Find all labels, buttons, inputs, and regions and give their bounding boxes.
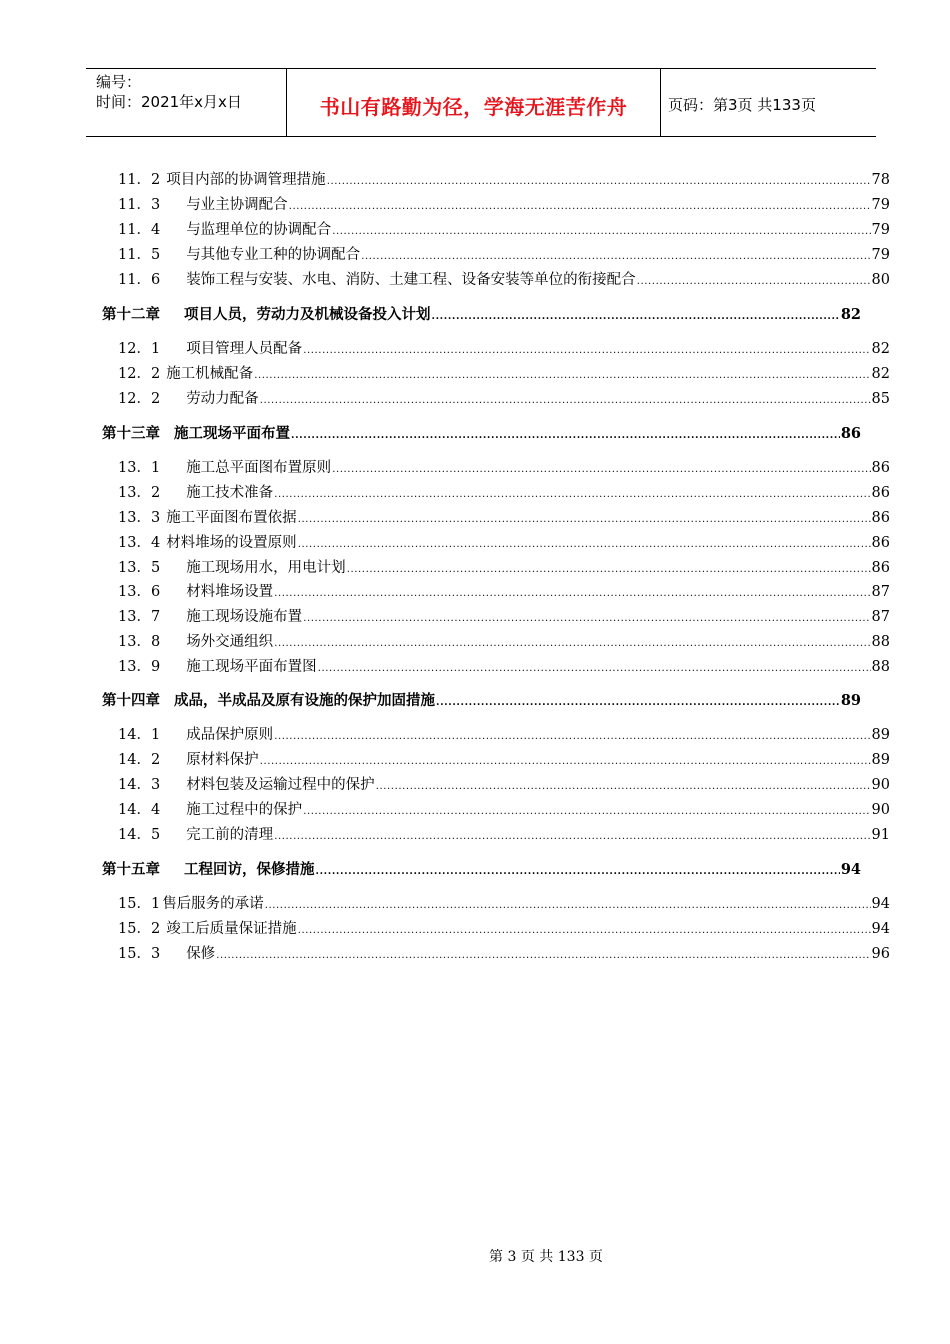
- toc-dot-leader: [274, 483, 870, 503]
- toc-dot-leader: [274, 632, 870, 652]
- toc-dot-leader: [298, 919, 871, 939]
- toc-section-entry[interactable]: [118, 894, 890, 914]
- toc-entry-title: 竣工后质量保证措施: [166, 921, 297, 937]
- toc-entry-number: 第十二章: [102, 306, 160, 323]
- toc-entry-number: 15．3: [118, 946, 161, 962]
- toc-entry-number: 第十三章: [102, 425, 160, 442]
- toc-entry-page: 86: [871, 510, 890, 526]
- toc-entry-number: 14．5: [118, 827, 161, 843]
- toc-entry-number: 第十四章: [102, 692, 160, 709]
- toc-entry-number: 13．7: [118, 609, 161, 625]
- toc-section-entry[interactable]: [118, 750, 890, 770]
- toc-dot-leader: [274, 825, 870, 845]
- toc-dot-leader: [291, 424, 840, 444]
- toc-entry-page: 87: [871, 609, 890, 625]
- toc-entry-title: 原材料保护: [186, 752, 259, 768]
- toc-entry-title: 装饰工程与安装、水电、消防、土建工程、设备安装等单位的衔接配合: [186, 272, 636, 288]
- toc-dot-leader: [216, 944, 870, 964]
- toc-entry-number: 11．6: [118, 272, 161, 288]
- toc-entry-title: 施工总平面图布置原则: [186, 460, 332, 476]
- toc-section-entry[interactable]: [118, 582, 890, 602]
- toc-entry-label: [118, 195, 288, 215]
- toc-entry-label: [118, 825, 273, 845]
- toc-entry-title: 成品，半成品及原有设施的保护加固措施: [174, 692, 435, 709]
- toc-section-entry[interactable]: [118, 657, 890, 677]
- toc-entry-label: [118, 558, 346, 578]
- toc-section-entry[interactable]: [118, 270, 890, 290]
- toc-entry-page: 86: [871, 485, 890, 501]
- toc-entry-title: 施工机械配备: [166, 366, 254, 382]
- time-label: 时间：2021年x月x日: [96, 93, 242, 111]
- toc-entry-number: 14．4: [118, 802, 161, 818]
- toc-entry-title: 保修: [186, 946, 216, 962]
- toc-entry-title: 施工现场平面布置图: [186, 659, 317, 675]
- toc-chapter-entry[interactable]: [102, 305, 861, 325]
- toc-entry-label: [118, 389, 259, 409]
- toc-entry-page: 94: [840, 861, 861, 878]
- toc-entry-label: [118, 270, 636, 290]
- toc-entry-number: 第十五章: [102, 861, 160, 878]
- toc-chapter-entry[interactable]: [102, 860, 861, 880]
- toc-entry-page: 82: [871, 341, 890, 357]
- toc-dot-leader: [303, 800, 870, 820]
- toc-entry-label: [118, 607, 302, 627]
- toc-entry-title: 场外交通组织: [186, 634, 274, 650]
- toc-section-entry[interactable]: [118, 364, 890, 384]
- toc-entry-page: 78: [871, 172, 890, 188]
- toc-dot-leader: [332, 458, 870, 478]
- toc-dot-leader: [318, 657, 871, 677]
- toc-section-entry[interactable]: [118, 195, 890, 215]
- toc-entry-title: 完工前的清理: [186, 827, 274, 843]
- toc-entry-page: 82: [840, 306, 861, 323]
- toc-section-entry[interactable]: [118, 483, 890, 503]
- toc-entry-label: [118, 508, 297, 528]
- page-footer: [0, 1246, 950, 1266]
- toc-dot-leader: [260, 750, 871, 770]
- toc-entry-label: [118, 483, 273, 503]
- toc-dot-leader: [316, 860, 840, 880]
- toc-dot-leader: [303, 607, 870, 627]
- toc-entry-number: 13．8: [118, 634, 161, 650]
- toc-entry-title: 施工技术准备: [186, 485, 274, 501]
- toc-entry-page: 94: [871, 921, 890, 937]
- toc-entry-label: [118, 632, 273, 652]
- toc-entry-title: 项目管理人员配备: [186, 341, 303, 357]
- toc-dot-leader: [303, 339, 870, 359]
- toc-entry-page: 90: [871, 802, 890, 818]
- toc-dot-leader: [347, 558, 871, 578]
- toc-entry-page: 91: [871, 827, 890, 843]
- toc-entry-label: [118, 919, 297, 939]
- toc-entry-page: 89: [871, 752, 890, 768]
- toc-entry-title: 施工现场平面布置: [174, 425, 290, 442]
- toc-entry-number: 11．3: [118, 197, 161, 213]
- toc-section-entry[interactable]: [118, 533, 890, 553]
- toc-entry-title: 与监理单位的协调配合: [186, 222, 332, 238]
- toc-entry-label: [102, 424, 290, 444]
- toc-entry-page: 86: [871, 460, 890, 476]
- toc-entry-title: 工程回访，保修措施: [184, 861, 315, 878]
- toc-entry-number: 11．2: [118, 172, 161, 188]
- toc-entry-label: [118, 458, 331, 478]
- toc-entry-page: 88: [871, 634, 890, 650]
- toc-entry-title: 施工现场设施布置: [186, 609, 303, 625]
- toc-chapter-entry[interactable]: [102, 424, 861, 444]
- toc-dot-leader: [376, 775, 871, 795]
- toc-entry-number: 12．2: [118, 391, 161, 407]
- toc-entry-title: 材料包装及运输过程中的保护: [186, 777, 375, 793]
- toc-entry-title: 材料堆场的设置原则: [166, 535, 297, 551]
- toc-section-entry[interactable]: [118, 458, 890, 478]
- toc-dot-leader: [254, 364, 870, 384]
- toc-entry-number: 15．1: [118, 896, 161, 912]
- toc-entry-label: [118, 339, 302, 359]
- toc-section-entry[interactable]: [118, 775, 890, 795]
- toc-entry-number: 12．1: [118, 341, 161, 357]
- toc-entry-title: 材料堆场设置: [186, 584, 274, 600]
- toc-entry-number: 12．2: [118, 366, 161, 382]
- toc-entry-number: 13．4: [118, 535, 161, 551]
- toc-section-entry[interactable]: [118, 389, 890, 409]
- toc-entry-page: 79: [871, 247, 890, 263]
- toc-entry-number: 14．2: [118, 752, 161, 768]
- toc-entry-title: 施工平面图布置依据: [166, 510, 297, 526]
- toc-chapter-entry[interactable]: [102, 691, 861, 711]
- toc-entry-number: 13．6: [118, 584, 161, 600]
- toc-section-entry[interactable]: [118, 607, 890, 627]
- toc-entry-page: 80: [871, 272, 890, 288]
- toc-entry-page: 79: [871, 197, 890, 213]
- toc-section-entry[interactable]: [118, 725, 890, 745]
- toc-entry-label: [118, 170, 326, 190]
- toc-entry-title: 与业主协调配合: [186, 197, 288, 213]
- toc-section-entry[interactable]: [118, 245, 890, 265]
- toc-entry-page: 86: [871, 535, 890, 551]
- toc-dot-leader: [432, 305, 840, 325]
- motto-text: 书山有路勤为径，学海无涯苦作舟: [319, 95, 628, 119]
- toc-dot-leader: [332, 220, 870, 240]
- toc-entry-page: 90: [871, 777, 890, 793]
- toc-entry-label: [118, 894, 264, 914]
- toc-entry-label: [118, 220, 331, 240]
- toc-entry-number: 13．3: [118, 510, 161, 526]
- toc-dot-leader: [260, 389, 871, 409]
- toc-entry-label: [118, 750, 259, 770]
- toc-entry-label: [118, 245, 360, 265]
- toc-entry-page: 96: [871, 946, 890, 962]
- toc-entry-title: 售后服务的承诺: [162, 896, 264, 912]
- toc-dot-leader: [436, 691, 840, 711]
- toc-section-entry[interactable]: [118, 339, 890, 359]
- toc-entry-page: 86: [871, 560, 890, 576]
- toc-entry-title: 施工现场用水，用电计划: [186, 560, 346, 576]
- toc-section-entry[interactable]: [118, 558, 890, 578]
- toc-entry-page: 85: [871, 391, 890, 407]
- toc-entry-title: 与其他专业工种的协调配合: [186, 247, 361, 263]
- toc-entry-label: [118, 582, 273, 602]
- toc-dot-leader: [361, 245, 870, 265]
- toc-entry-label: [118, 725, 273, 745]
- toc-entry-title: 项目人员，劳动力及机械设备投入计划: [184, 306, 431, 323]
- toc-entry-number: 15．2: [118, 921, 161, 937]
- toc-section-entry[interactable]: [118, 944, 890, 964]
- toc-entry-page: 89: [871, 727, 890, 743]
- toc-entry-label: [102, 691, 435, 711]
- toc-section-entry[interactable]: [118, 508, 890, 528]
- toc-entry-page: 79: [871, 222, 890, 238]
- toc-section-entry[interactable]: [118, 220, 890, 240]
- toc-entry-label: [118, 800, 302, 820]
- toc-dot-leader: [298, 533, 871, 553]
- toc-section-entry[interactable]: [118, 919, 890, 939]
- toc-dot-leader: [298, 508, 871, 528]
- toc-entry-page: 88: [871, 659, 890, 675]
- toc-dot-leader: [289, 195, 871, 215]
- toc-section-entry[interactable]: [118, 800, 890, 820]
- toc-entry-title: 施工过程中的保护: [186, 802, 303, 818]
- toc-entry-title: 项目内部的协调管理措施: [166, 172, 326, 188]
- toc-entry-label: [102, 305, 431, 325]
- toc-entry-number: 11．4: [118, 222, 161, 238]
- toc-entry-number: 13．5: [118, 560, 161, 576]
- toc-entry-title: 成品保护原则: [186, 727, 274, 743]
- toc-entry-label: [118, 657, 317, 677]
- serial-label: 编号：: [96, 73, 142, 91]
- toc-section-entry[interactable]: [118, 170, 890, 190]
- toc-entry-number: 13．2: [118, 485, 161, 501]
- toc-entry-number: 14．3: [118, 777, 161, 793]
- toc-entry-number: 14．1: [118, 727, 161, 743]
- toc-dot-leader: [265, 894, 871, 914]
- toc-entry-title: 劳动力配备: [186, 391, 259, 407]
- toc-entry-label: [118, 533, 297, 553]
- header-page-info: 页码：第3页 共133页: [668, 96, 816, 114]
- toc-dot-leader: [274, 582, 870, 602]
- toc-entry-number: 13．1: [118, 460, 161, 476]
- toc-section-entry[interactable]: [118, 632, 890, 652]
- toc-entry-label: [118, 775, 375, 795]
- toc-entry-label: [118, 364, 253, 384]
- toc-entry-page: 82: [871, 366, 890, 382]
- toc-entry-label: [118, 944, 215, 964]
- toc-section-entry[interactable]: [118, 825, 890, 845]
- footer-page-number: 第 3 页 共 133 页: [489, 1249, 603, 1265]
- toc-entry-label: [102, 860, 315, 880]
- toc-dot-leader: [637, 270, 871, 290]
- toc-entry-page: 86: [840, 425, 861, 442]
- toc-entry-page: 94: [871, 896, 890, 912]
- toc-entry-page: 87: [871, 584, 890, 600]
- toc-dot-leader: [274, 725, 870, 745]
- toc-entry-number: 11．5: [118, 247, 161, 263]
- toc-entry-page: 89: [840, 692, 861, 709]
- toc-dot-leader: [327, 170, 871, 190]
- toc-entry-number: 13．9: [118, 659, 161, 675]
